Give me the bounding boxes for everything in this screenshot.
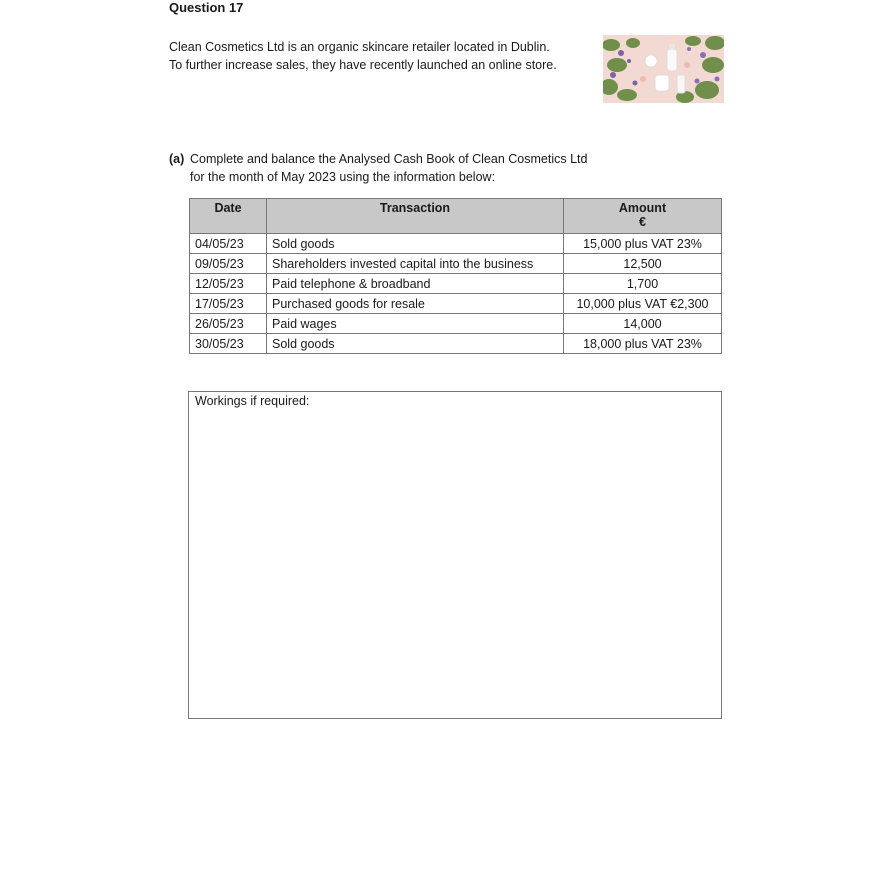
header-amount (564, 199, 722, 234)
row-date: 04/05/23 (190, 234, 267, 254)
part-a-line-2: for the month of May 2023 using the information below: (190, 170, 496, 184)
intro-text (169, 38, 557, 74)
intro-line-1: Clean Cosmetics Ltd is an organic skincare retailer located in Dublin. (169, 40, 550, 54)
intro-line-2: To further increase sales, they have recently launched an online store. (169, 58, 557, 72)
row-amount: 1,700 (564, 274, 722, 294)
table-row (190, 254, 722, 274)
row-transaction: Purchased goods for resale (267, 294, 564, 314)
row-transaction: Paid wages (267, 314, 564, 334)
table-header-row (190, 199, 722, 234)
row-transaction: Shareholders invested capital into the business (267, 254, 564, 274)
header-amount-label: Amount (618, 201, 667, 215)
row-date: 30/05/23 (190, 334, 267, 354)
row-transaction: Paid telephone & broadband (267, 274, 564, 294)
row-transaction: Sold goods (267, 234, 564, 254)
cosmetics-photo (603, 35, 724, 103)
table-row (190, 334, 722, 354)
row-date: 17/05/23 (190, 294, 267, 314)
workings-label: Workings if required: (195, 394, 310, 408)
row-transaction: Sold goods (267, 334, 564, 354)
part-a-line-1: Complete and balance the Analysed Cash Book of Clean Cosmetics Ltd (190, 152, 588, 166)
header-transaction: Transaction (267, 199, 564, 234)
part-a-label: (a) (169, 152, 185, 166)
question-title: Question 17 (169, 0, 244, 15)
cosmetics-photo-icon (603, 35, 724, 103)
row-amount: 12,500 (564, 254, 722, 274)
row-amount: 18,000 plus VAT 23% (564, 334, 722, 354)
table-row (190, 234, 722, 254)
row-amount: 14,000 (564, 314, 722, 334)
header-date: Date (190, 199, 267, 234)
row-date: 09/05/23 (190, 254, 267, 274)
table-row (190, 274, 722, 294)
row-amount: 10,000 plus VAT €2,300 (564, 294, 722, 314)
workings-box[interactable] (188, 391, 722, 719)
row-date: 12/05/23 (190, 274, 267, 294)
table-row (190, 314, 722, 334)
transactions-table (189, 198, 722, 354)
row-amount: 15,000 plus VAT 23% (564, 234, 722, 254)
row-date: 26/05/23 (190, 314, 267, 334)
header-currency: € (639, 215, 646, 229)
table-row (190, 294, 722, 314)
